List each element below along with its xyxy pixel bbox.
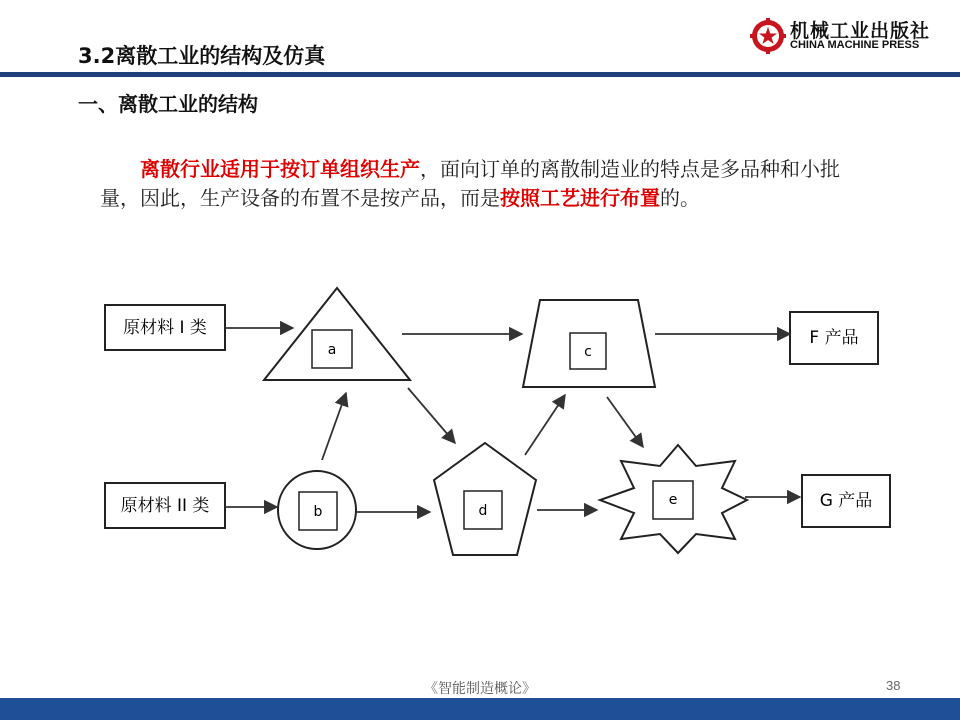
- raw-material-1-label: 原材料 I 类: [123, 318, 207, 338]
- arrow-b-to-a: [322, 393, 346, 460]
- paragraph-end: 的。: [660, 186, 700, 210]
- highlight-process-layout: 按照工艺进行布置: [500, 186, 660, 210]
- node-b-label: b: [313, 504, 323, 520]
- raw-material-2-label: 原材料 II 类: [120, 496, 210, 516]
- highlight-order-production: 离散行业适用于按订单组织生产: [140, 157, 420, 181]
- arrow-c-to-e: [607, 397, 643, 447]
- gear-star-icon: [750, 18, 786, 54]
- node-a-label: a: [327, 342, 337, 358]
- arrow-a-to-d: [408, 388, 455, 443]
- process-layout-diagram: [0, 270, 960, 570]
- page-number: 38: [886, 678, 901, 693]
- section-heading: 一、离散工业的结构: [78, 92, 258, 116]
- node-c-label: c: [584, 344, 592, 360]
- footer-book-title: 《智能制造概论》: [424, 681, 536, 697]
- footer-bar: [0, 698, 960, 720]
- paragraph-text: ，面向订单的离散制造业的特点是多品种和小批量，因此，生产设备的布置不是按产品，而是: [100, 157, 840, 210]
- publisher-logo: [750, 14, 955, 58]
- title-divider: [0, 72, 960, 77]
- node-e-label: e: [668, 492, 678, 508]
- product-f-label: F 产品: [809, 328, 859, 348]
- slide-title: 3.2离散工业的结构及仿真: [78, 44, 326, 68]
- publisher-name-en: CHINA MACHINE PRESS: [790, 39, 920, 51]
- publisher-name-cn: 机械工业出版社: [790, 20, 931, 42]
- product-g-label: G 产品: [819, 491, 873, 511]
- body-paragraph: [100, 155, 860, 213]
- arrow-d-to-c: [525, 395, 565, 455]
- node-d-label: d: [478, 503, 488, 519]
